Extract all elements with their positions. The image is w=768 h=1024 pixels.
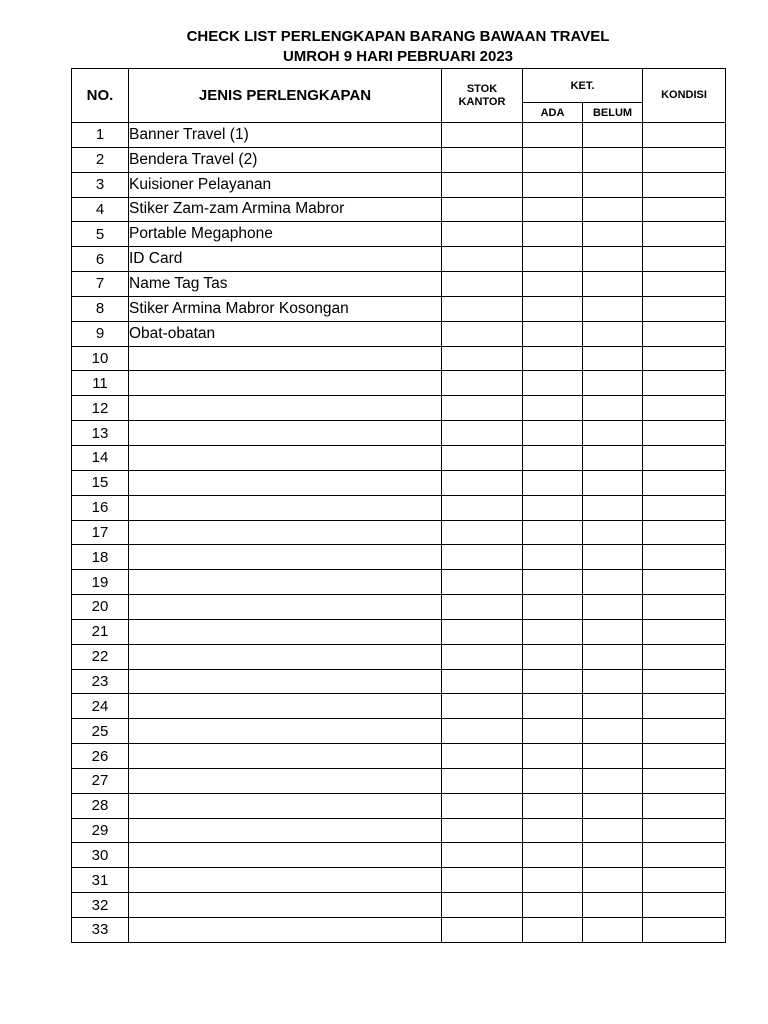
- row-item-name: ID Card: [129, 247, 442, 272]
- row-ada-cell: [523, 346, 583, 371]
- table-row: [72, 272, 726, 297]
- row-item-name: Stiker Zam-zam Armina Mabror: [129, 197, 442, 222]
- row-ada-cell: [523, 445, 583, 470]
- row-number: 32: [72, 893, 129, 918]
- row-belum-cell: [583, 818, 643, 843]
- row-ada-cell: [523, 744, 583, 769]
- row-number: 1: [72, 123, 129, 148]
- row-stok-kantor-cell: [442, 321, 523, 346]
- row-stok-kantor-cell: [442, 247, 523, 272]
- table-row: [72, 595, 726, 620]
- table-row: [72, 868, 726, 893]
- row-item-name: [129, 694, 442, 719]
- row-number: 7: [72, 272, 129, 297]
- row-item-name: [129, 495, 442, 520]
- row-ada-cell: [523, 296, 583, 321]
- row-ada-cell: [523, 619, 583, 644]
- row-number: 4: [72, 197, 129, 222]
- row-belum-cell: [583, 296, 643, 321]
- row-kondisi-cell: [643, 147, 726, 172]
- row-kondisi-cell: [643, 445, 726, 470]
- row-kondisi-cell: [643, 744, 726, 769]
- row-kondisi-cell: [643, 470, 726, 495]
- row-item-name: [129, 669, 442, 694]
- row-belum-cell: [583, 272, 643, 297]
- row-item-name: [129, 719, 442, 744]
- row-kondisi-cell: [643, 893, 726, 918]
- row-belum-cell: [583, 520, 643, 545]
- row-ada-cell: [523, 247, 583, 272]
- row-number: 14: [72, 445, 129, 470]
- row-belum-cell: [583, 222, 643, 247]
- table-row: [72, 470, 726, 495]
- table-row: [72, 893, 726, 918]
- row-kondisi-cell: [643, 421, 726, 446]
- row-belum-cell: [583, 619, 643, 644]
- row-kondisi-cell: [643, 570, 726, 595]
- row-ada-cell: [523, 321, 583, 346]
- row-item-name: [129, 818, 442, 843]
- row-belum-cell: [583, 570, 643, 595]
- row-number: 15: [72, 470, 129, 495]
- row-ada-cell: [523, 719, 583, 744]
- row-kondisi-cell: [643, 172, 726, 197]
- table-row: [72, 172, 726, 197]
- row-belum-cell: [583, 470, 643, 495]
- row-kondisi-cell: [643, 321, 726, 346]
- row-item-name: [129, 470, 442, 495]
- row-kondisi-cell: [643, 296, 726, 321]
- row-item-name: Obat-obatan: [129, 321, 442, 346]
- table-row: [72, 296, 726, 321]
- row-item-name: [129, 793, 442, 818]
- row-ada-cell: [523, 272, 583, 297]
- header-stok-line1: STOK: [466, 82, 498, 95]
- row-ada-cell: [523, 843, 583, 868]
- row-ada-cell: [523, 918, 583, 943]
- table-row: [72, 321, 726, 346]
- row-number: 16: [72, 495, 129, 520]
- row-belum-cell: [583, 495, 643, 520]
- row-number: 33: [72, 918, 129, 943]
- row-belum-cell: [583, 247, 643, 272]
- row-item-name: [129, 768, 442, 793]
- row-item-name: [129, 371, 442, 396]
- row-belum-cell: [583, 868, 643, 893]
- row-kondisi-cell: [643, 619, 726, 644]
- row-kondisi-cell: [643, 719, 726, 744]
- row-item-name: Banner Travel (1): [129, 123, 442, 148]
- table-row: [72, 445, 726, 470]
- row-stok-kantor-cell: [442, 644, 523, 669]
- row-number: 27: [72, 768, 129, 793]
- header-ket: KET.: [523, 69, 643, 103]
- row-kondisi-cell: [643, 694, 726, 719]
- row-stok-kantor-cell: [442, 818, 523, 843]
- row-item-name: Stiker Armina Mabror Kosongan: [129, 296, 442, 321]
- row-belum-cell: [583, 123, 643, 148]
- row-ada-cell: [523, 147, 583, 172]
- row-number: 28: [72, 793, 129, 818]
- row-kondisi-cell: [643, 495, 726, 520]
- row-item-name: [129, 644, 442, 669]
- row-kondisi-cell: [643, 669, 726, 694]
- row-stok-kantor-cell: [442, 545, 523, 570]
- table-header: [72, 69, 726, 123]
- row-item-name: [129, 520, 442, 545]
- row-ada-cell: [523, 694, 583, 719]
- row-number: 25: [72, 719, 129, 744]
- row-stok-kantor-cell: [442, 619, 523, 644]
- row-item-name: Kuisioner Pelayanan: [129, 172, 442, 197]
- table-row: [72, 222, 726, 247]
- row-belum-cell: [583, 147, 643, 172]
- table-row: [72, 768, 726, 793]
- row-stok-kantor-cell: [442, 768, 523, 793]
- row-kondisi-cell: [643, 843, 726, 868]
- table-row: [72, 619, 726, 644]
- row-belum-cell: [583, 918, 643, 943]
- row-number: 29: [72, 818, 129, 843]
- table-row: [72, 744, 726, 769]
- table-row: [72, 793, 726, 818]
- row-stok-kantor-cell: [442, 918, 523, 943]
- row-belum-cell: [583, 172, 643, 197]
- row-kondisi-cell: [643, 123, 726, 148]
- table-row: [72, 669, 726, 694]
- header-ada: ADA: [523, 103, 583, 123]
- row-item-name: [129, 445, 442, 470]
- table-row: [72, 396, 726, 421]
- row-number: 3: [72, 172, 129, 197]
- header-no: NO.: [72, 69, 129, 123]
- row-stok-kantor-cell: [442, 669, 523, 694]
- header-stok-kantor: [442, 69, 523, 123]
- document-title: CHECK LIST PERLENGKAPAN BARANG BAWAAN TRAVEL: [186, 28, 610, 45]
- row-item-name: [129, 570, 442, 595]
- row-number: 31: [72, 868, 129, 893]
- table-row: [72, 197, 726, 222]
- row-item-name: Bendera Travel (2): [129, 147, 442, 172]
- row-ada-cell: [523, 396, 583, 421]
- table-row: [72, 520, 726, 545]
- row-number: 2: [72, 147, 129, 172]
- header-jenis-perlengkapan: JENIS PERLENGKAPAN: [129, 69, 442, 123]
- row-kondisi-cell: [643, 371, 726, 396]
- row-belum-cell: [583, 768, 643, 793]
- table-row: [72, 421, 726, 446]
- row-belum-cell: [583, 371, 643, 396]
- row-belum-cell: [583, 197, 643, 222]
- row-number: 30: [72, 843, 129, 868]
- row-ada-cell: [523, 768, 583, 793]
- row-item-name: Name Tag Tas: [129, 272, 442, 297]
- table-row: [72, 123, 726, 148]
- row-stok-kantor-cell: [442, 470, 523, 495]
- table-row: [72, 371, 726, 396]
- row-stok-kantor-cell: [442, 172, 523, 197]
- table-row: [72, 495, 726, 520]
- row-kondisi-cell: [643, 793, 726, 818]
- row-stok-kantor-cell: [442, 147, 523, 172]
- table-row: [72, 147, 726, 172]
- row-number: 12: [72, 396, 129, 421]
- row-stok-kantor-cell: [442, 495, 523, 520]
- row-ada-cell: [523, 222, 583, 247]
- row-item-name: [129, 619, 442, 644]
- row-kondisi-cell: [643, 272, 726, 297]
- checklist-table: [71, 68, 726, 943]
- row-stok-kantor-cell: [442, 371, 523, 396]
- row-ada-cell: [523, 470, 583, 495]
- row-number: 18: [72, 545, 129, 570]
- row-belum-cell: [583, 793, 643, 818]
- row-number: 10: [72, 346, 129, 371]
- row-kondisi-cell: [643, 247, 726, 272]
- row-stok-kantor-cell: [442, 197, 523, 222]
- row-belum-cell: [583, 396, 643, 421]
- row-item-name: [129, 744, 442, 769]
- row-number: 17: [72, 520, 129, 545]
- row-stok-kantor-cell: [442, 272, 523, 297]
- row-ada-cell: [523, 570, 583, 595]
- table-row: [72, 918, 726, 943]
- row-number: 26: [72, 744, 129, 769]
- table-row: [72, 818, 726, 843]
- row-belum-cell: [583, 321, 643, 346]
- row-kondisi-cell: [643, 868, 726, 893]
- row-belum-cell: [583, 744, 643, 769]
- row-item-name: [129, 595, 442, 620]
- row-ada-cell: [523, 595, 583, 620]
- row-stok-kantor-cell: [442, 893, 523, 918]
- row-belum-cell: [583, 545, 643, 570]
- row-stok-kantor-cell: [442, 296, 523, 321]
- header-kondisi: KONDISI: [643, 69, 726, 123]
- row-stok-kantor-cell: [442, 570, 523, 595]
- row-ada-cell: [523, 495, 583, 520]
- row-ada-cell: [523, 197, 583, 222]
- row-number: 11: [72, 371, 129, 396]
- row-kondisi-cell: [643, 396, 726, 421]
- row-belum-cell: [583, 694, 643, 719]
- table-body: [72, 123, 726, 943]
- row-number: 20: [72, 595, 129, 620]
- table-row: [72, 570, 726, 595]
- row-ada-cell: [523, 545, 583, 570]
- document-subtitle: UMROH 9 HARI PEBRUARI 2023: [282, 48, 514, 65]
- row-ada-cell: [523, 669, 583, 694]
- row-item-name: [129, 843, 442, 868]
- row-number: 23: [72, 669, 129, 694]
- row-item-name: [129, 346, 442, 371]
- row-number: 24: [72, 694, 129, 719]
- row-ada-cell: [523, 421, 583, 446]
- row-item-name: [129, 918, 442, 943]
- row-belum-cell: [583, 893, 643, 918]
- row-stok-kantor-cell: [442, 868, 523, 893]
- table-row: [72, 247, 726, 272]
- row-kondisi-cell: [643, 545, 726, 570]
- row-ada-cell: [523, 893, 583, 918]
- row-item-name: [129, 421, 442, 446]
- row-number: 13: [72, 421, 129, 446]
- header-belum: BELUM: [583, 103, 643, 123]
- row-number: 22: [72, 644, 129, 669]
- row-stok-kantor-cell: [442, 843, 523, 868]
- row-belum-cell: [583, 346, 643, 371]
- row-kondisi-cell: [643, 222, 726, 247]
- row-number: 19: [72, 570, 129, 595]
- table-row: [72, 545, 726, 570]
- table-row: [72, 843, 726, 868]
- row-kondisi-cell: [643, 818, 726, 843]
- row-ada-cell: [523, 520, 583, 545]
- row-stok-kantor-cell: [442, 793, 523, 818]
- row-belum-cell: [583, 445, 643, 470]
- table-row: [72, 694, 726, 719]
- row-belum-cell: [583, 843, 643, 868]
- row-ada-cell: [523, 123, 583, 148]
- row-ada-cell: [523, 371, 583, 396]
- row-number: 9: [72, 321, 129, 346]
- row-item-name: Portable Megaphone: [129, 222, 442, 247]
- row-item-name: [129, 868, 442, 893]
- table-row: [72, 346, 726, 371]
- row-kondisi-cell: [643, 346, 726, 371]
- row-item-name: [129, 545, 442, 570]
- row-stok-kantor-cell: [442, 222, 523, 247]
- row-stok-kantor-cell: [442, 396, 523, 421]
- row-kondisi-cell: [643, 918, 726, 943]
- row-number: 21: [72, 619, 129, 644]
- row-belum-cell: [583, 421, 643, 446]
- row-stok-kantor-cell: [442, 595, 523, 620]
- row-ada-cell: [523, 868, 583, 893]
- row-kondisi-cell: [643, 520, 726, 545]
- row-ada-cell: [523, 793, 583, 818]
- row-number: 8: [72, 296, 129, 321]
- row-stok-kantor-cell: [442, 719, 523, 744]
- row-ada-cell: [523, 172, 583, 197]
- row-number: 6: [72, 247, 129, 272]
- row-stok-kantor-cell: [442, 346, 523, 371]
- row-stok-kantor-cell: [442, 123, 523, 148]
- row-ada-cell: [523, 644, 583, 669]
- row-kondisi-cell: [643, 197, 726, 222]
- row-belum-cell: [583, 719, 643, 744]
- row-item-name: [129, 396, 442, 421]
- row-number: 5: [72, 222, 129, 247]
- row-stok-kantor-cell: [442, 421, 523, 446]
- row-belum-cell: [583, 595, 643, 620]
- row-stok-kantor-cell: [442, 694, 523, 719]
- row-kondisi-cell: [643, 595, 726, 620]
- row-belum-cell: [583, 644, 643, 669]
- row-stok-kantor-cell: [442, 520, 523, 545]
- table-row: [72, 644, 726, 669]
- row-kondisi-cell: [643, 768, 726, 793]
- row-stok-kantor-cell: [442, 445, 523, 470]
- row-item-name: [129, 893, 442, 918]
- row-stok-kantor-cell: [442, 744, 523, 769]
- header-stok-line2: KANTOR: [458, 95, 506, 108]
- table-row: [72, 719, 726, 744]
- row-ada-cell: [523, 818, 583, 843]
- row-belum-cell: [583, 669, 643, 694]
- row-kondisi-cell: [643, 644, 726, 669]
